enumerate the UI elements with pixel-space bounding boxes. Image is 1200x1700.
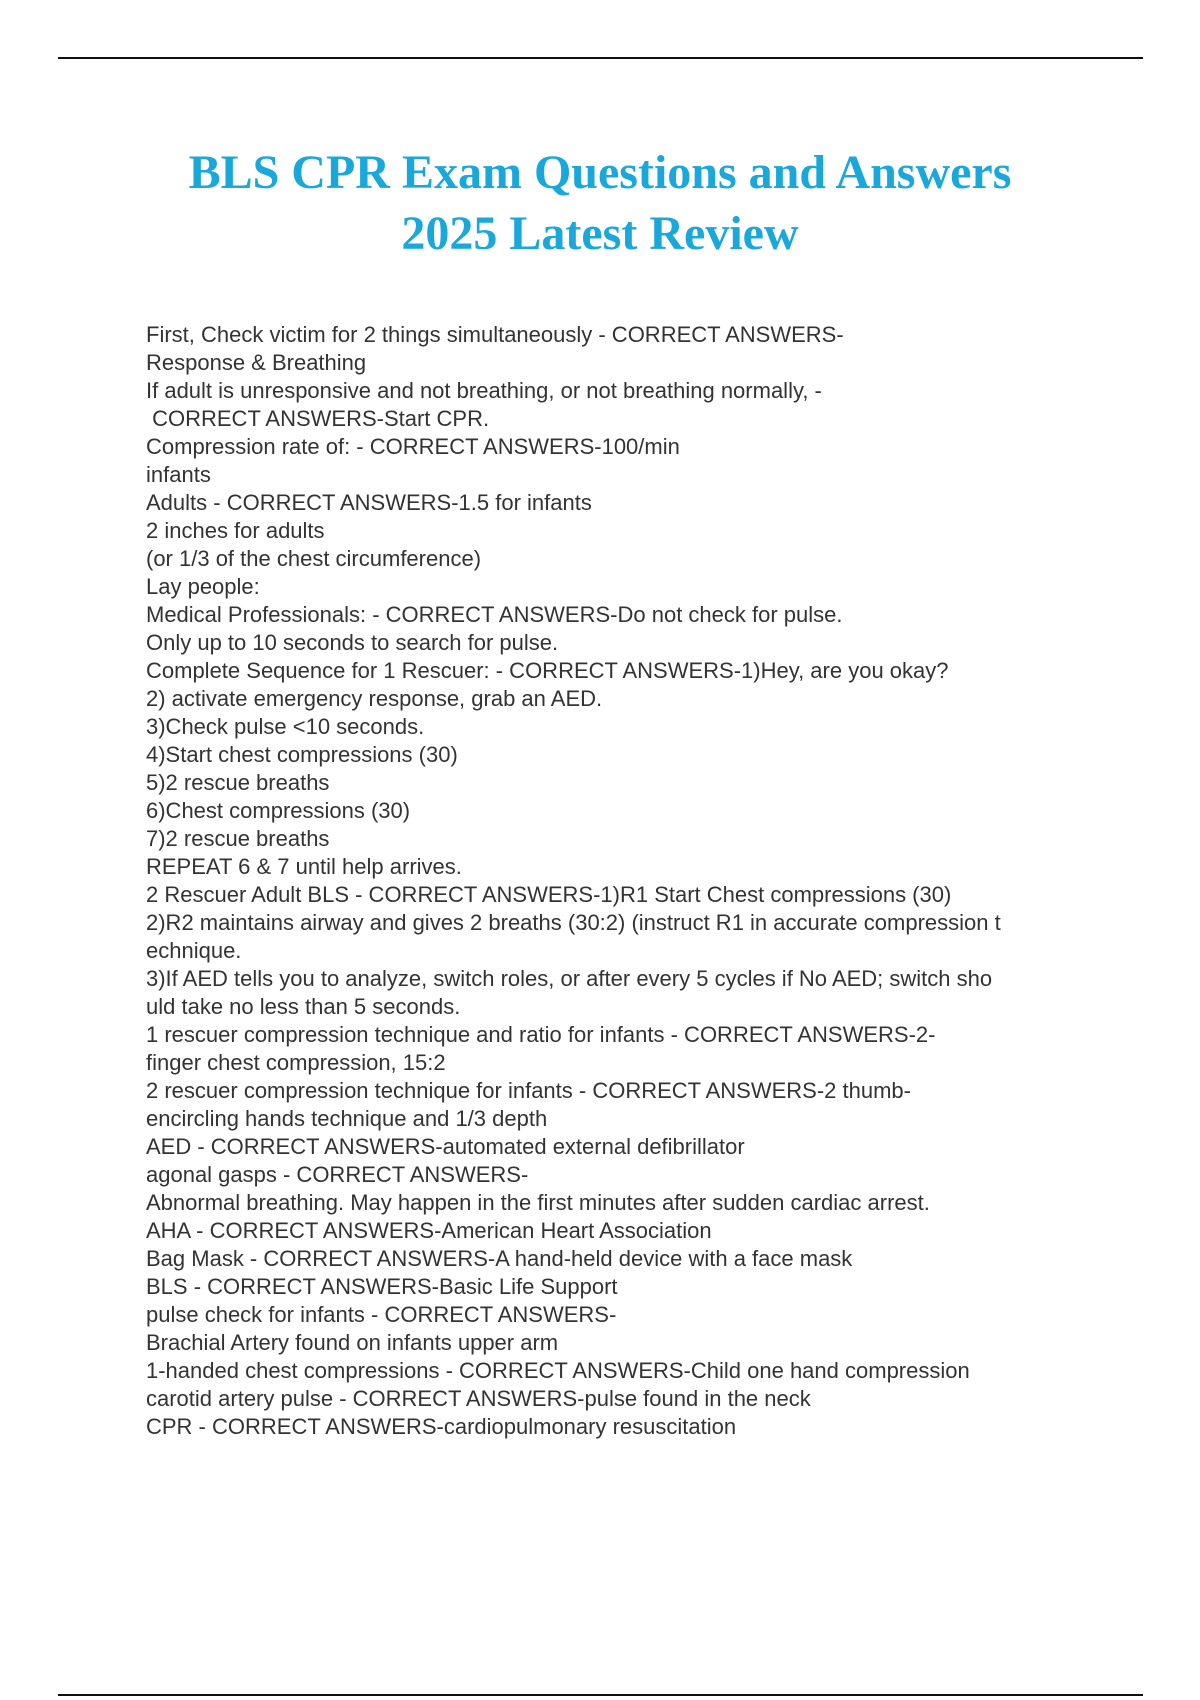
- text-line: 3)If AED tells you to analyze, switch roles, or after every 5 cycles if No AED; switch sho: [146, 966, 993, 991]
- text-line: Bag Mask - CORRECT ANSWERS-A hand-held device with a face mask: [146, 1246, 853, 1271]
- text-line: 1-handed chest compressions - CORRECT ANSWERS-Child one hand compression: [146, 1358, 970, 1383]
- text-line: First, Check victim for 2 things simultaneously - CORRECT ANSWERS-: [146, 322, 844, 347]
- text-line: Response & Breathing: [146, 350, 367, 375]
- text-line: (or 1/3 of the chest circumference): [146, 546, 482, 571]
- text-line: CPR - CORRECT ANSWERS-cardiopulmonary resuscitation: [146, 1414, 737, 1439]
- text-line: BLS - CORRECT ANSWERS-Basic Life Support: [146, 1274, 618, 1299]
- text-line: Abnormal breathing. May happen in the first minutes after sudden cardiac arrest.: [146, 1190, 930, 1215]
- text-line: uld take no less than 5 seconds.: [146, 994, 461, 1019]
- text-line: encircling hands technique and 1/3 depth: [146, 1106, 548, 1131]
- text-line: 2 Rescuer Adult BLS - CORRECT ANSWERS-1)R1 Start Chest compressions (30): [146, 882, 952, 907]
- text-line: 7)2 rescue breaths: [146, 826, 330, 851]
- text-line: 2 inches for adults: [146, 518, 325, 543]
- text-line: Compression rate of: - CORRECT ANSWERS-100/min: [146, 434, 680, 459]
- text-line: agonal gasps - CORRECT ANSWERS-: [146, 1162, 529, 1187]
- text-line: CORRECT ANSWERS-Start CPR.: [146, 406, 490, 431]
- text-line: 4)Start chest compressions (30): [146, 742, 458, 767]
- text-line: Lay people:: [146, 574, 260, 599]
- document-body: [146, 321, 1146, 1441]
- text-line: carotid artery pulse - CORRECT ANSWERS-pulse found in the neck: [146, 1386, 811, 1411]
- text-line: 2 rescuer compression technique for infants - CORRECT ANSWERS-2 thumb-: [146, 1078, 911, 1103]
- text-line: REPEAT 6 & 7 until help arrives.: [146, 854, 462, 879]
- text-line: 1 rescuer compression technique and ratio for infants - CORRECT ANSWERS-2-: [146, 1022, 936, 1047]
- text-line: AED - CORRECT ANSWERS-automated external defibrillator: [146, 1134, 745, 1159]
- title-line-2: 2025 Latest Review: [401, 207, 799, 260]
- text-line: 2)R2 maintains airway and gives 2 breaths (30:2) (instruct R1 in accurate compression t: [146, 910, 1001, 935]
- document-title: [0, 142, 1200, 264]
- text-line: If adult is unresponsive and not breathing, or not breathing normally, -: [146, 378, 822, 403]
- text-line: Brachial Artery found on infants upper arm: [146, 1330, 559, 1355]
- text-line: 2) activate emergency response, grab an AED.: [146, 686, 603, 711]
- text-line: 5)2 rescue breaths: [146, 770, 330, 795]
- header-rule: [58, 57, 1143, 59]
- text-line: 6)Chest compressions (30): [146, 798, 411, 823]
- text-line: Only up to 10 seconds to search for pulse.: [146, 630, 559, 655]
- text-line: Complete Sequence for 1 Rescuer: - CORRECT ANSWERS-1)Hey, are you okay?: [146, 658, 949, 683]
- text-line: infants: [146, 462, 211, 487]
- title-line-1: BLS CPR Exam Questions and Answers: [188, 146, 1012, 199]
- text-line: finger chest compression, 15:2: [146, 1050, 446, 1075]
- text-line: 3)Check pulse <10 seconds.: [146, 714, 425, 739]
- text-line: pulse check for infants - CORRECT ANSWERS-: [146, 1302, 617, 1327]
- text-line: Adults - CORRECT ANSWERS-1.5 for infants: [146, 490, 592, 515]
- text-line: echnique.: [146, 938, 242, 963]
- text-line: Medical Professionals: - CORRECT ANSWERS-Do not check for pulse.: [146, 602, 843, 627]
- text-line: AHA - CORRECT ANSWERS-American Heart Association: [146, 1218, 712, 1243]
- footer-rule: [58, 1694, 1143, 1696]
